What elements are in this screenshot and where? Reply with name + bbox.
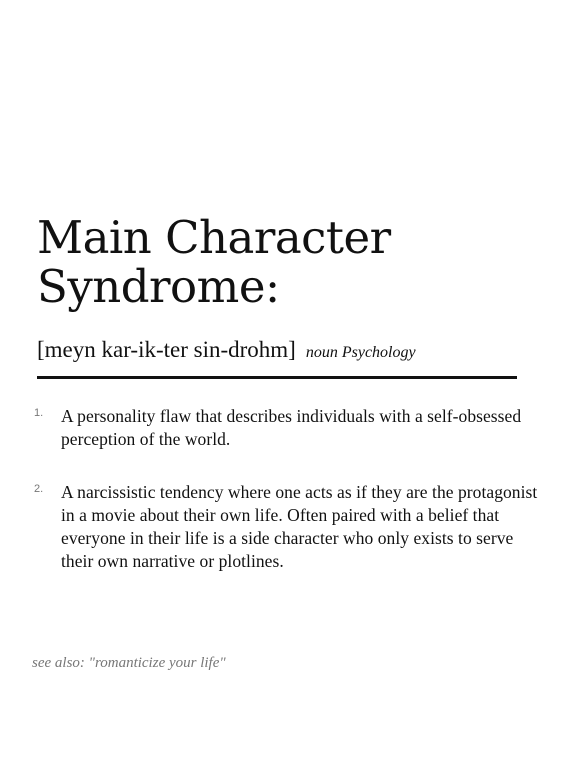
pronunciation-row: [37, 336, 537, 367]
part-of-speech-label: noun Psychology: [305, 344, 416, 361]
pronunciation: [meyn kar-ik-ter sin-drohm]: [37, 337, 296, 362]
definition-item-2: [34, 481, 538, 573]
entry-title-line-1: Main Character: [37, 211, 391, 264]
see-also-text: see also: "romanticize your life": [32, 655, 226, 671]
definition-text: A personality flaw that describes individuals with a self-obsessed perception of the world.: [61, 406, 522, 449]
title-divider: [37, 376, 517, 379]
definition-number: 1.: [34, 407, 44, 419]
definition-number: 2.: [34, 483, 44, 495]
definition-text: A narcissistic tendency where one acts as if they are the protagonist in a movie about their own life. Often paired with a belief that everyone in their life is a side character who only exists to serve their own narrative or plotlines.: [61, 482, 538, 571]
entry-title: [37, 213, 537, 311]
definition-item-1: [34, 405, 534, 451]
entry-title-line-2: Syndrome:: [37, 260, 280, 313]
